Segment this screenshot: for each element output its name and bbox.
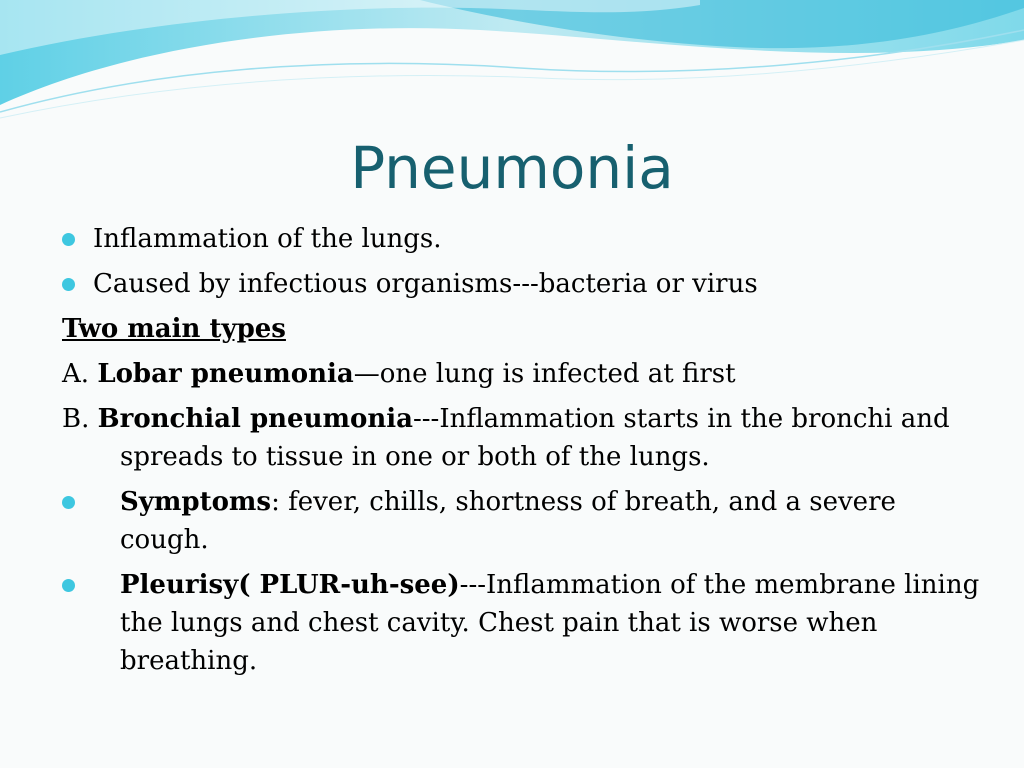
bullet-icon	[62, 278, 75, 291]
bullet-icon	[62, 579, 75, 592]
list-item	[62, 265, 982, 303]
header-wave-decoration	[0, 0, 1024, 130]
list-item	[62, 483, 982, 559]
type-b-desc: ---Inflammation starts in the bronchi and spreads to tissue in one or both of the lungs.	[120, 404, 950, 472]
slide-body	[62, 220, 982, 680]
type-b-row: B. Bronchial pneumonia---Inflammation starts in the bronchi and spreads to tissue in one or both of the lungs.	[62, 404, 950, 472]
slide-title: Pneumonia	[350, 134, 674, 202]
type-a-desc: —one lung is infected at first	[353, 359, 736, 389]
bullet-text: Caused by infectious organisms---bacteria or virus	[93, 269, 758, 299]
list-item	[62, 566, 982, 680]
type-a-row: A. Lobar pneumonia—one lung is infected at first	[62, 359, 736, 389]
pleurisy-desc: ---Inflammation of the membrane lining the lungs and chest cavity. Chest pain that is worse when breathing.	[120, 570, 980, 676]
symptoms-term: Symptoms	[120, 487, 272, 517]
pleurisy-term: Pleurisy( PLUR-uh-see)	[120, 570, 460, 600]
bullet-icon	[62, 496, 75, 509]
symptoms-desc: : fever, chills, shortness of breath, and a severe cough.	[120, 487, 896, 555]
type-a-term: Lobar pneumonia	[97, 359, 354, 389]
bullet-icon	[62, 233, 75, 246]
type-b-term: Bronchial pneumonia	[97, 404, 413, 434]
list-item	[62, 220, 982, 258]
bullet-text: Inflammation of the lungs.	[93, 224, 442, 254]
types-heading: Two main types	[62, 314, 286, 344]
